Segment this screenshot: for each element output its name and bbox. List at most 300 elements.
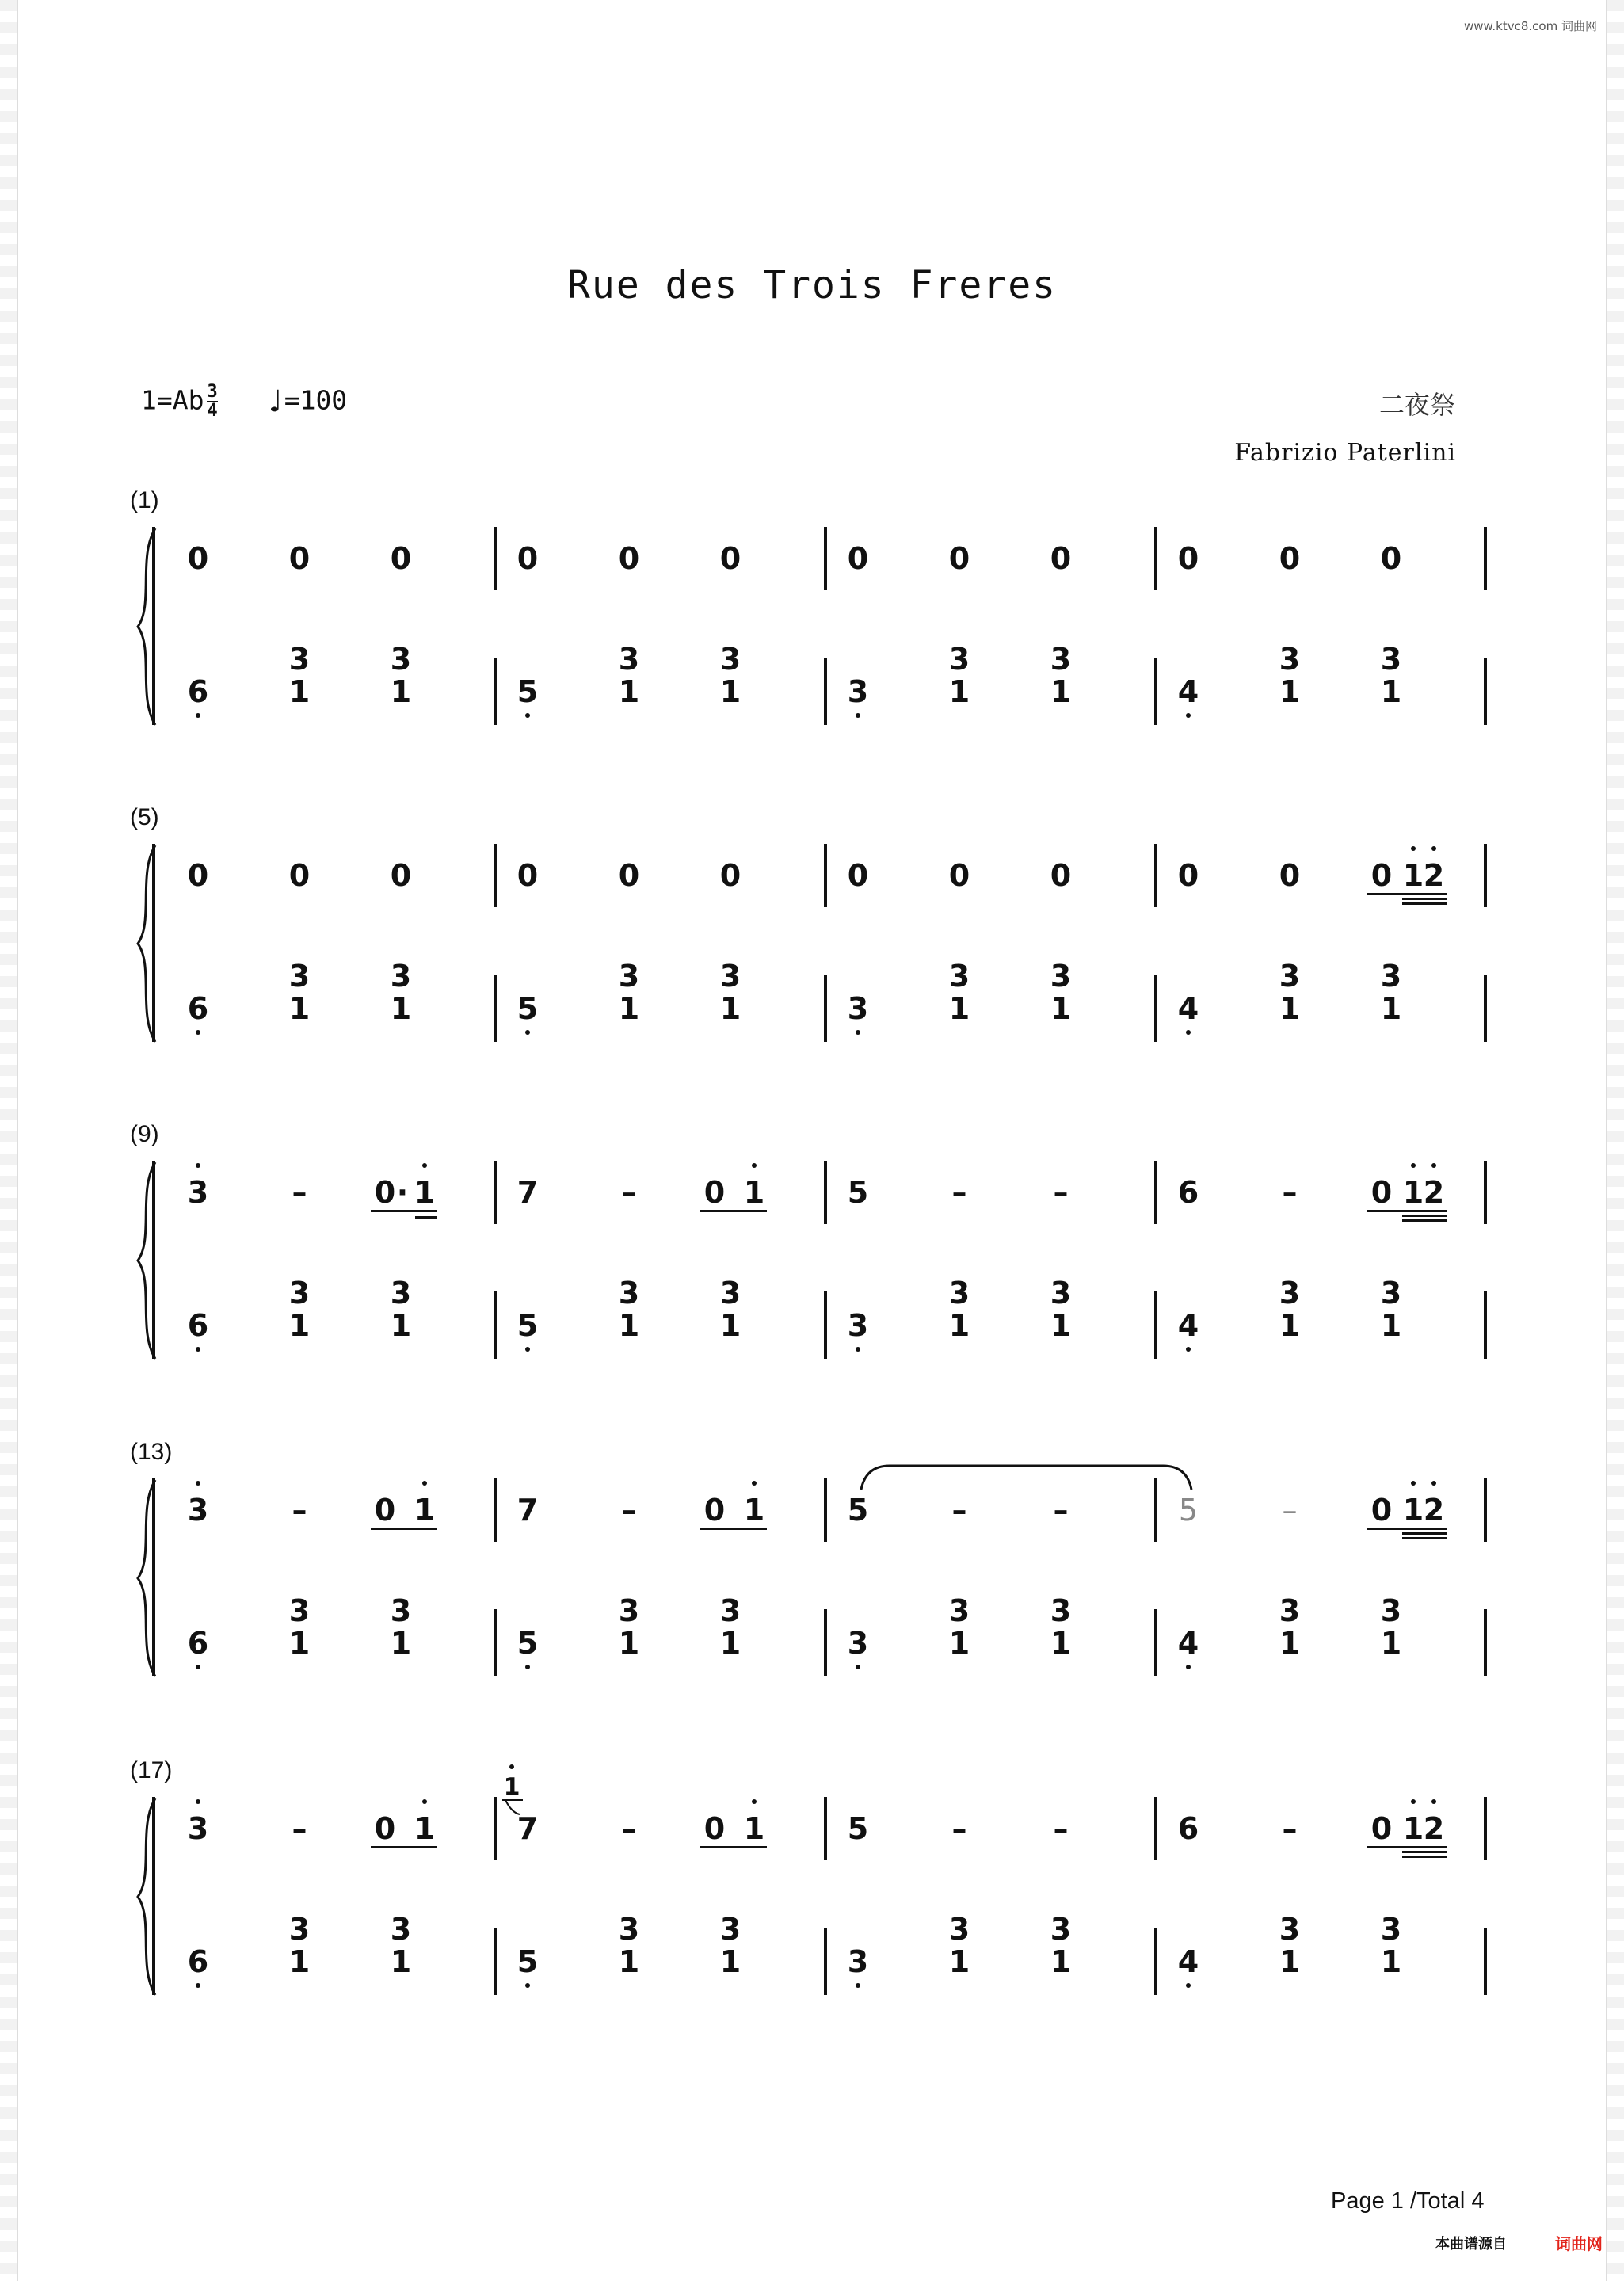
source-label: 本曲谱源自: [1435, 2236, 1507, 2252]
bass-note-dot-below: [856, 1347, 860, 1352]
melody-note: 2: [1423, 1175, 1445, 1210]
barline-bass-2: [824, 1928, 827, 1995]
eighth-beam: [1367, 1846, 1447, 1848]
chord-note-lower: 1: [618, 991, 640, 1026]
melody-note: 1: [1402, 1493, 1424, 1528]
bass-note-dot-below: [525, 1347, 530, 1352]
chord-note-upper: 3: [618, 1276, 640, 1310]
chord-note-upper: 3: [1380, 959, 1402, 994]
chord-note-upper: 3: [390, 1912, 412, 1947]
eighth-beam: [700, 1210, 767, 1212]
chord-note-lower: 1: [1050, 1308, 1072, 1343]
rest: 0: [1279, 858, 1301, 893]
rest: 0: [517, 541, 539, 576]
key-signature: 1=Ab: [141, 384, 204, 416]
barline-treble-1: [494, 1797, 497, 1860]
thirtysecond-beam: [1402, 1856, 1447, 1858]
melody-note: 2: [1423, 858, 1445, 893]
bass-note: 6: [187, 674, 209, 709]
key-and-tempo: [141, 383, 347, 420]
melody-note: 6: [1177, 1175, 1199, 1210]
melody-note: 1: [1402, 1175, 1424, 1210]
chord-note-lower: 1: [1279, 1308, 1301, 1343]
left-margin-watermark: [0, 0, 18, 2281]
bass-note: 3: [847, 674, 869, 709]
chord-note-upper: 3: [948, 1276, 970, 1310]
sixteenth-beam: [415, 1216, 437, 1219]
bass-note: 4: [1177, 674, 1199, 709]
chord-note-lower: 1: [719, 674, 741, 709]
bass-note: 6: [187, 1626, 209, 1661]
chord-note-upper: 3: [288, 1912, 311, 1947]
system-start-bar: [152, 1797, 155, 1995]
melody-note-dot-above: [1431, 1481, 1436, 1486]
chord-note-lower: 1: [1380, 1626, 1402, 1661]
eighth-beam: [1367, 1528, 1447, 1530]
melody-note: 1: [743, 1175, 765, 1210]
melody-note-dot-above: [1431, 1163, 1436, 1168]
system-start-bar: [152, 844, 155, 1042]
barline-treble-1: [494, 1478, 497, 1542]
bass-note: 6: [187, 991, 209, 1026]
bass-note: 5: [517, 991, 539, 1026]
barline-bass-4: [1484, 1609, 1487, 1676]
melody-note: 5: [847, 1493, 869, 1528]
rest: 0: [1380, 541, 1402, 576]
melody-note-dot-above: [752, 1163, 757, 1168]
chord-note-lower: 1: [390, 674, 412, 709]
barline-bass-3: [1154, 1291, 1157, 1359]
bass-note-dot-below: [196, 1030, 200, 1035]
barline-bass-1: [494, 1609, 497, 1676]
right-margin-watermark: [1606, 0, 1624, 2281]
chord-note-upper: 3: [1279, 642, 1301, 677]
rest: 0: [948, 541, 970, 576]
chord-note-upper: 3: [288, 1276, 311, 1310]
barline-treble-4: [1484, 527, 1487, 590]
chord-note-upper: 3: [1050, 959, 1072, 994]
melody-note-dot-above: [752, 1481, 757, 1486]
bass-note: 5: [517, 1626, 539, 1661]
chord-note-upper: 3: [719, 1593, 741, 1628]
bass-note-dot-below: [196, 1983, 200, 1988]
barline-bass-1: [494, 1928, 497, 1995]
chord-note-lower: 1: [618, 1944, 640, 1979]
brace: [133, 1795, 162, 2001]
barline-bass-2: [824, 658, 827, 725]
chord-note-lower: 1: [1380, 1944, 1402, 1979]
rest: 0: [1370, 1811, 1393, 1846]
chord-note-upper: 3: [618, 642, 640, 677]
chord-note-lower: 1: [288, 991, 311, 1026]
rest: 0: [719, 541, 741, 576]
brace: [133, 1159, 162, 1365]
bass-note: 3: [847, 991, 869, 1026]
barline-treble-4: [1484, 1478, 1487, 1542]
bass-note-dot-below: [1186, 1347, 1191, 1352]
bass-note: 4: [1177, 1626, 1199, 1661]
melody-note: 1: [743, 1811, 765, 1846]
sustain-dash: –: [292, 1811, 307, 1846]
chord-note-upper: 3: [1380, 1593, 1402, 1628]
chord-note-upper: 3: [948, 1593, 970, 1628]
bass-note-dot-below: [856, 1030, 860, 1035]
sixteenth-beam: [1402, 1851, 1447, 1853]
chord-note-upper: 3: [719, 642, 741, 677]
rest: 0: [1370, 858, 1393, 893]
system-start-bar: [152, 527, 155, 725]
chord-note-upper: 3: [719, 959, 741, 994]
sustain-dash: –: [292, 1493, 307, 1528]
bass-note-dot-below: [1186, 1030, 1191, 1035]
bass-note-dot-below: [196, 713, 200, 718]
chord-note-lower: 1: [719, 1308, 741, 1343]
barline-bass-1: [494, 975, 497, 1042]
time-signature: $\frac{3}{4}$: [207, 382, 218, 421]
chord-note-lower: 1: [288, 1944, 311, 1979]
melody-note: 7: [517, 1811, 539, 1846]
bass-note-dot-below: [196, 1665, 200, 1669]
melody-note: 1: [414, 1493, 436, 1528]
bass-note-dot-below: [856, 1665, 860, 1669]
composer: Fabrizio Paterlini: [1234, 439, 1456, 467]
barline-treble-4: [1484, 844, 1487, 907]
system-start-bar: [152, 1161, 155, 1359]
bass-note: 4: [1177, 1308, 1199, 1343]
chord-note-upper: 3: [1279, 1593, 1301, 1628]
rest: 0: [374, 1811, 396, 1846]
bass-note-dot-below: [196, 1347, 200, 1352]
rest: 0: [374, 1493, 396, 1528]
melody-note-dot-above: [1411, 1481, 1416, 1486]
barline-treble-3: [1154, 527, 1157, 590]
bass-note: 5: [517, 674, 539, 709]
chord-note-upper: 3: [618, 1912, 640, 1947]
chord-note-lower: 1: [719, 1944, 741, 1979]
chord-note-upper: 3: [1050, 1593, 1072, 1628]
chord-note-upper: 3: [390, 959, 412, 994]
melody-note: 6: [1177, 1811, 1199, 1846]
sustain-dash: –: [621, 1493, 637, 1528]
sustain-dash: –: [951, 1493, 967, 1528]
barline-treble-1: [494, 527, 497, 590]
eighth-beam: [1367, 1210, 1447, 1212]
barline-bass-1: [494, 658, 497, 725]
melody-note: 3: [187, 1175, 209, 1210]
melody-note-dot-above: [422, 1799, 427, 1804]
melody-note-dot-above: [196, 1481, 200, 1486]
augmentation-dot: ·: [396, 1175, 409, 1210]
chord-note-lower: 1: [618, 1308, 640, 1343]
bass-note: 3: [847, 1308, 869, 1343]
chord-note-upper: 3: [1050, 642, 1072, 677]
chord-note-lower: 1: [390, 1308, 412, 1343]
melody-note: 5: [847, 1175, 869, 1210]
rest: 0: [1050, 541, 1072, 576]
sustain-dash: –: [621, 1175, 637, 1210]
quarter-note-icon: ♩: [265, 383, 284, 420]
rest: 0: [618, 858, 640, 893]
bass-note-dot-below: [525, 1665, 530, 1669]
rest: 0: [288, 541, 311, 576]
rest: 0: [1050, 858, 1072, 893]
barline-treble-2: [824, 1161, 827, 1224]
chord-note-lower: 1: [1050, 1626, 1072, 1661]
barline-bass-2: [824, 1291, 827, 1359]
chord-note-lower: 1: [390, 991, 412, 1026]
bass-note: 6: [187, 1308, 209, 1343]
bass-note-dot-below: [856, 713, 860, 718]
melody-note: 1: [1402, 1811, 1424, 1846]
chord-note-upper: 3: [288, 959, 311, 994]
rest: 0: [948, 858, 970, 893]
barline-treble-2: [824, 1478, 827, 1542]
rest: 0: [390, 858, 412, 893]
sustain-dash: –: [1053, 1175, 1069, 1210]
barline-treble-3: [1154, 844, 1157, 907]
chord-note-lower: 1: [1050, 991, 1072, 1026]
thirtysecond-beam: [1402, 902, 1447, 905]
chord-note-lower: 1: [1380, 674, 1402, 709]
sustain-dash: –: [951, 1811, 967, 1846]
chord-note-upper: 3: [948, 642, 970, 677]
thirtysecond-beam: [1402, 1537, 1447, 1539]
melody-note: 1: [743, 1493, 765, 1528]
brace: [133, 842, 162, 1048]
melody-note-dot-above: [196, 1163, 200, 1168]
chord-note-upper: 3: [1380, 1276, 1402, 1310]
melody-note: 1: [1402, 858, 1424, 893]
chord-note-upper: 3: [390, 642, 412, 677]
barline-bass-1: [494, 1291, 497, 1359]
chord-note-upper: 3: [719, 1276, 741, 1310]
chord-note-lower: 1: [1380, 991, 1402, 1026]
chord-note-lower: 1: [948, 1308, 970, 1343]
site-logo: 词曲网: [1555, 2234, 1603, 2253]
chord-note-upper: 3: [948, 959, 970, 994]
barline-treble-3: [1154, 1797, 1157, 1860]
brace: [133, 525, 162, 731]
measure-number: (17): [130, 1757, 173, 1783]
melody-note-dot-above: [1411, 1163, 1416, 1168]
melody-note: 3: [187, 1811, 209, 1846]
barline-bass-4: [1484, 1928, 1487, 1995]
chord-note-lower: 1: [1050, 674, 1072, 709]
chord-note-lower: 1: [719, 1626, 741, 1661]
chord-note-upper: 3: [1279, 1912, 1301, 1947]
melody-note-dot-above: [752, 1799, 757, 1804]
chord-note-upper: 3: [1279, 959, 1301, 994]
chord-note-upper: 3: [1380, 642, 1402, 677]
chord-note-upper: 3: [1050, 1912, 1072, 1947]
bass-note-dot-below: [1186, 713, 1191, 718]
rest: 0: [703, 1175, 726, 1210]
bass-note: 3: [847, 1626, 869, 1661]
rest: 0: [517, 858, 539, 893]
melody-note: 1: [414, 1811, 436, 1846]
barline-treble-2: [824, 844, 827, 907]
chord-note-lower: 1: [948, 674, 970, 709]
bass-note: 3: [847, 1944, 869, 1979]
barline-treble-3: [1154, 1161, 1157, 1224]
barline-bass-4: [1484, 1291, 1487, 1359]
header-url: www.ktvc8.com 词曲网: [1463, 19, 1597, 33]
chord-note-upper: 3: [618, 1593, 640, 1628]
brace: [133, 1477, 162, 1683]
chord-note-upper: 3: [1380, 1912, 1402, 1947]
melody-note: 2: [1423, 1493, 1445, 1528]
bass-note: 5: [517, 1308, 539, 1343]
bass-note-dot-below: [525, 1030, 530, 1035]
sustain-dash: –: [1282, 1175, 1298, 1210]
chord-note-lower: 1: [618, 674, 640, 709]
eighth-beam: [371, 1528, 437, 1530]
rest: 0: [187, 858, 209, 893]
eighth-beam: [700, 1846, 767, 1848]
eighth-beam: [1367, 893, 1447, 895]
chord-note-lower: 1: [618, 1626, 640, 1661]
rest: 0: [847, 858, 869, 893]
barline-treble-1: [494, 844, 497, 907]
chord-note-lower: 1: [288, 1308, 311, 1343]
rest: 0: [1370, 1175, 1393, 1210]
bass-note: 4: [1177, 991, 1199, 1026]
chord-note-lower: 1: [948, 1944, 970, 1979]
melody-note: 7: [517, 1175, 539, 1210]
rest: 0: [1279, 541, 1301, 576]
sixteenth-beam: [1402, 1532, 1447, 1535]
chord-note-upper: 3: [948, 1912, 970, 1947]
eighth-beam: [700, 1528, 767, 1530]
barline-treble-2: [824, 527, 827, 590]
grace-slur: [501, 1797, 524, 1819]
chord-note-lower: 1: [1279, 674, 1301, 709]
chord-note-lower: 1: [948, 1626, 970, 1661]
rest: 0: [288, 858, 311, 893]
page-indicator: Page 1 /Total 4: [1331, 2188, 1485, 2214]
chord-note-upper: 3: [618, 959, 640, 994]
eighth-beam: [371, 1846, 437, 1848]
sustain-dash: –: [1282, 1811, 1298, 1846]
melody-note-dot-above: [422, 1163, 427, 1168]
chord-note-lower: 1: [390, 1626, 412, 1661]
rest: 0: [187, 541, 209, 576]
bass-note-dot-below: [1186, 1665, 1191, 1669]
chord-note-lower: 1: [948, 991, 970, 1026]
barline-bass-4: [1484, 975, 1487, 1042]
rest: 0: [719, 858, 741, 893]
bass-note: 6: [187, 1944, 209, 1979]
melody-note: 5: [1178, 1493, 1199, 1528]
bass-note-dot-below: [856, 1983, 860, 1988]
rest: 0: [1177, 541, 1199, 576]
chord-note-upper: 3: [390, 1593, 412, 1628]
grace-note-dot: [509, 1764, 514, 1769]
bass-note-dot-below: [525, 713, 530, 718]
melody-note: 1: [414, 1175, 436, 1210]
barline-treble-4: [1484, 1161, 1487, 1224]
measure-number: (1): [130, 487, 159, 513]
bass-note: 5: [517, 1944, 539, 1979]
thirtysecond-beam: [1402, 1219, 1447, 1222]
rest: 0: [374, 1175, 396, 1210]
rest: 0: [847, 541, 869, 576]
eighth-beam: [371, 1210, 437, 1212]
lyricist: 二夜祭: [1378, 390, 1455, 420]
bass-note-dot-below: [525, 1983, 530, 1988]
barline-bass-3: [1154, 975, 1157, 1042]
rest: 0: [618, 541, 640, 576]
rest: 0: [1177, 858, 1199, 893]
sustain-dash: –: [1053, 1493, 1069, 1528]
measure-number: (9): [130, 1121, 159, 1147]
barline-treble-1: [494, 1161, 497, 1224]
tempo-value: =100: [284, 384, 348, 416]
melody-note: 2: [1423, 1811, 1445, 1846]
chord-note-upper: 3: [1050, 1276, 1072, 1310]
chord-note-upper: 3: [719, 1912, 741, 1947]
rest: 0: [703, 1811, 726, 1846]
measure-number: (5): [130, 804, 159, 830]
sustain-dash: –: [621, 1811, 637, 1846]
bass-note-dot-below: [1186, 1983, 1191, 1988]
barline-bass-3: [1154, 658, 1157, 725]
chord-note-upper: 3: [288, 642, 311, 677]
measure-number: (13): [130, 1439, 173, 1465]
sustain-dash: –: [951, 1175, 967, 1210]
barline-bass-3: [1154, 1609, 1157, 1676]
chord-note-lower: 1: [1279, 1626, 1301, 1661]
barline-bass-3: [1154, 1928, 1157, 1995]
barline-treble-2: [824, 1797, 827, 1860]
melody-note-dot-above: [1431, 1799, 1436, 1804]
sixteenth-beam: [1402, 1215, 1447, 1217]
sustain-dash: –: [292, 1175, 307, 1210]
melody-note-dot-above: [196, 1799, 200, 1804]
melody-note: 3: [187, 1493, 209, 1528]
melody-note: 5: [847, 1811, 869, 1846]
barline-bass-2: [824, 975, 827, 1042]
chord-note-lower: 1: [390, 1944, 412, 1979]
melody-note-dot-above: [1431, 846, 1436, 851]
chord-note-upper: 3: [390, 1276, 412, 1310]
tie-arc: [858, 1461, 1195, 1496]
bass-note: 4: [1177, 1944, 1199, 1979]
chord-note-lower: 1: [288, 674, 311, 709]
grace-note: 1: [503, 1773, 520, 1802]
sixteenth-beam: [1402, 898, 1447, 900]
sustain-dash: –: [1282, 1493, 1298, 1528]
chord-note-upper: 3: [288, 1593, 311, 1628]
melody-note: 7: [517, 1493, 539, 1528]
chord-note-lower: 1: [1050, 1944, 1072, 1979]
chord-note-lower: 1: [1279, 1944, 1301, 1979]
melody-note-dot-above: [1411, 1799, 1416, 1804]
barline-bass-2: [824, 1609, 827, 1676]
rest: 0: [1370, 1493, 1393, 1528]
chord-note-lower: 1: [288, 1626, 311, 1661]
chord-note-lower: 1: [1279, 991, 1301, 1026]
rest: 0: [703, 1493, 726, 1528]
barline-bass-4: [1484, 658, 1487, 725]
melody-note-dot-above: [422, 1481, 427, 1486]
melody-note-dot-above: [1411, 846, 1416, 851]
chord-note-lower: 1: [719, 991, 741, 1026]
rest: 0: [390, 541, 412, 576]
chord-note-lower: 1: [1380, 1308, 1402, 1343]
sustain-dash: –: [1053, 1811, 1069, 1846]
system-start-bar: [152, 1478, 155, 1676]
